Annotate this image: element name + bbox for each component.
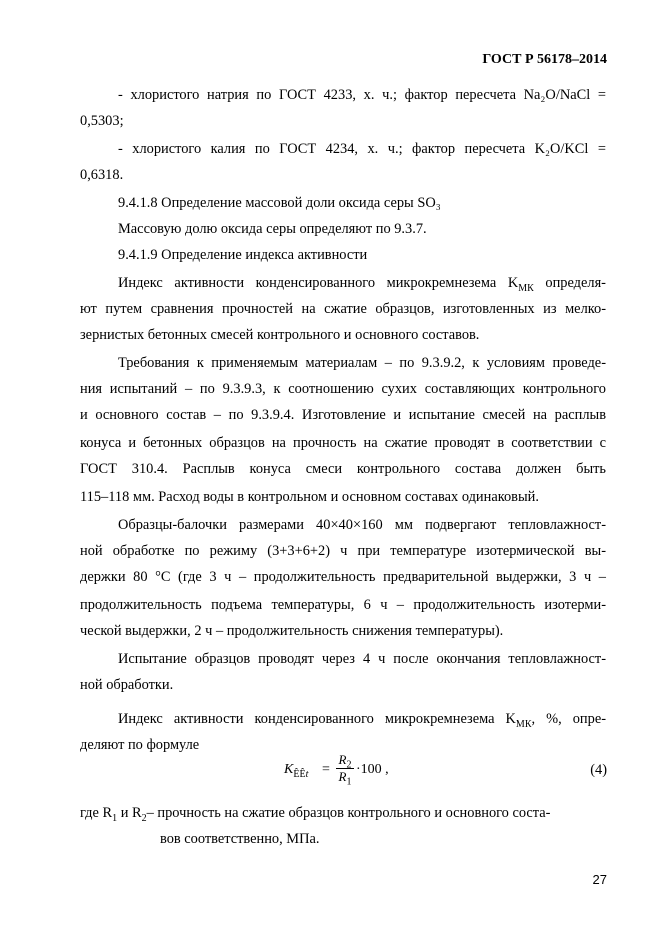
page-number: 27 xyxy=(592,872,607,887)
text-line-17: Образцы-балочки размерами 40×40×160 мм подвергают тепловлажност- xyxy=(118,517,606,533)
text-line-10: зернистых бетонных смесей контрольного и основного составов. xyxy=(80,327,480,343)
text-line-20: продолжительность подъема температуры, 6 ч – продолжительность изотерми- xyxy=(80,597,606,613)
text-line-16: 115–118 мм. Расход воды в контрольном и основном составах одинаковый. xyxy=(80,489,539,505)
text-line-1: - хлористого натрия по ГОСТ 4233, х. ч.; фактор пересчета Na₂O/NaCl = xyxy=(118,87,606,103)
text-line-18: ной обработке по режиму (3+3+6+2) ч при температуре изотермической вы- xyxy=(80,543,606,559)
formula-equals: = xyxy=(322,762,330,777)
formula-multiplier: ·100 , xyxy=(356,762,389,777)
formula-fraction: $R_2$ $R_1$ xyxy=(336,752,354,785)
text-line-23: ной обработки. xyxy=(80,677,174,693)
text-line-14: конуса и бетонных образцов на прочность на сжатие проводят в соответствии с xyxy=(80,435,606,451)
text-line-3: - хлористого калия по ГОСТ 4234, х. ч.; фактор пересчета K₂O/KCl = xyxy=(118,141,606,157)
document-header: ГОСТ Р 56178–2014 xyxy=(482,52,607,67)
text-line-9: ют путем сравнения прочностей на сжатие образцов, изготовленных из мелко- xyxy=(80,301,606,317)
text-line-2: 0,5303; xyxy=(80,113,124,129)
text-line-6: Массовую долю оксида серы определяют по 9.3.7. xyxy=(118,221,427,237)
mk-subscript: МК xyxy=(518,282,534,294)
text-line-24: Индекс активности конденсированного микрокремнезема $K_{МК}$, %, опре- xyxy=(118,711,606,730)
text-line-13: и основного состав – по 9.3.9.4. Изготовление и испытание смесей на расплыв xyxy=(80,407,606,423)
text-line-26: где $R_1$ и $R_2-$ прочность на сжатие образцов контрольного и основного соста- xyxy=(80,805,551,824)
text-line-8: Индекс активности конденсированного микрокремнезема $K_{МК}$ определя- xyxy=(118,275,606,294)
section-heading-9419: 9.4.1.9 Определение индекса активности xyxy=(118,247,368,263)
text-line-12: ния испытаний – по 9.3.9.3, к соотношению сухих составляющих контрольного xyxy=(80,381,606,397)
formula-lhs: K xyxy=(284,762,294,777)
text-line-27: вов соответственно, МПа. xyxy=(160,831,320,847)
text-line-22: Испытание образцов проводят через 4 ч после окончания тепловлажност- xyxy=(118,651,606,667)
text-line-25: деляют по формуле xyxy=(80,737,200,753)
formula-4 xyxy=(284,752,394,792)
text-line-11: Требования к применяемым материалам – по 9.3.9.2, к условиям проведе- xyxy=(118,355,606,371)
text-line-21: ческой выдержки, 2 ч – продолжительность снижения температуры). xyxy=(80,623,504,639)
text-line-19: держки 80 °С (где 3 ч – продолжительность предварительной выдержки, 3 ч – xyxy=(80,569,606,585)
section-heading-9418: 9.4.1.8 Определение массовой доли оксида серы SO₃ xyxy=(118,195,441,211)
formula-number: (4) xyxy=(590,762,607,778)
text-line-15: ГОСТ 310.4. Расплыв конуса смеси контрольного состава должен быть xyxy=(80,461,606,477)
formula-lhs-subscript: ÊÊt xyxy=(293,768,309,780)
mk-subscript-2: МК xyxy=(515,718,532,730)
text-line-4: 0,6318. xyxy=(80,167,124,183)
